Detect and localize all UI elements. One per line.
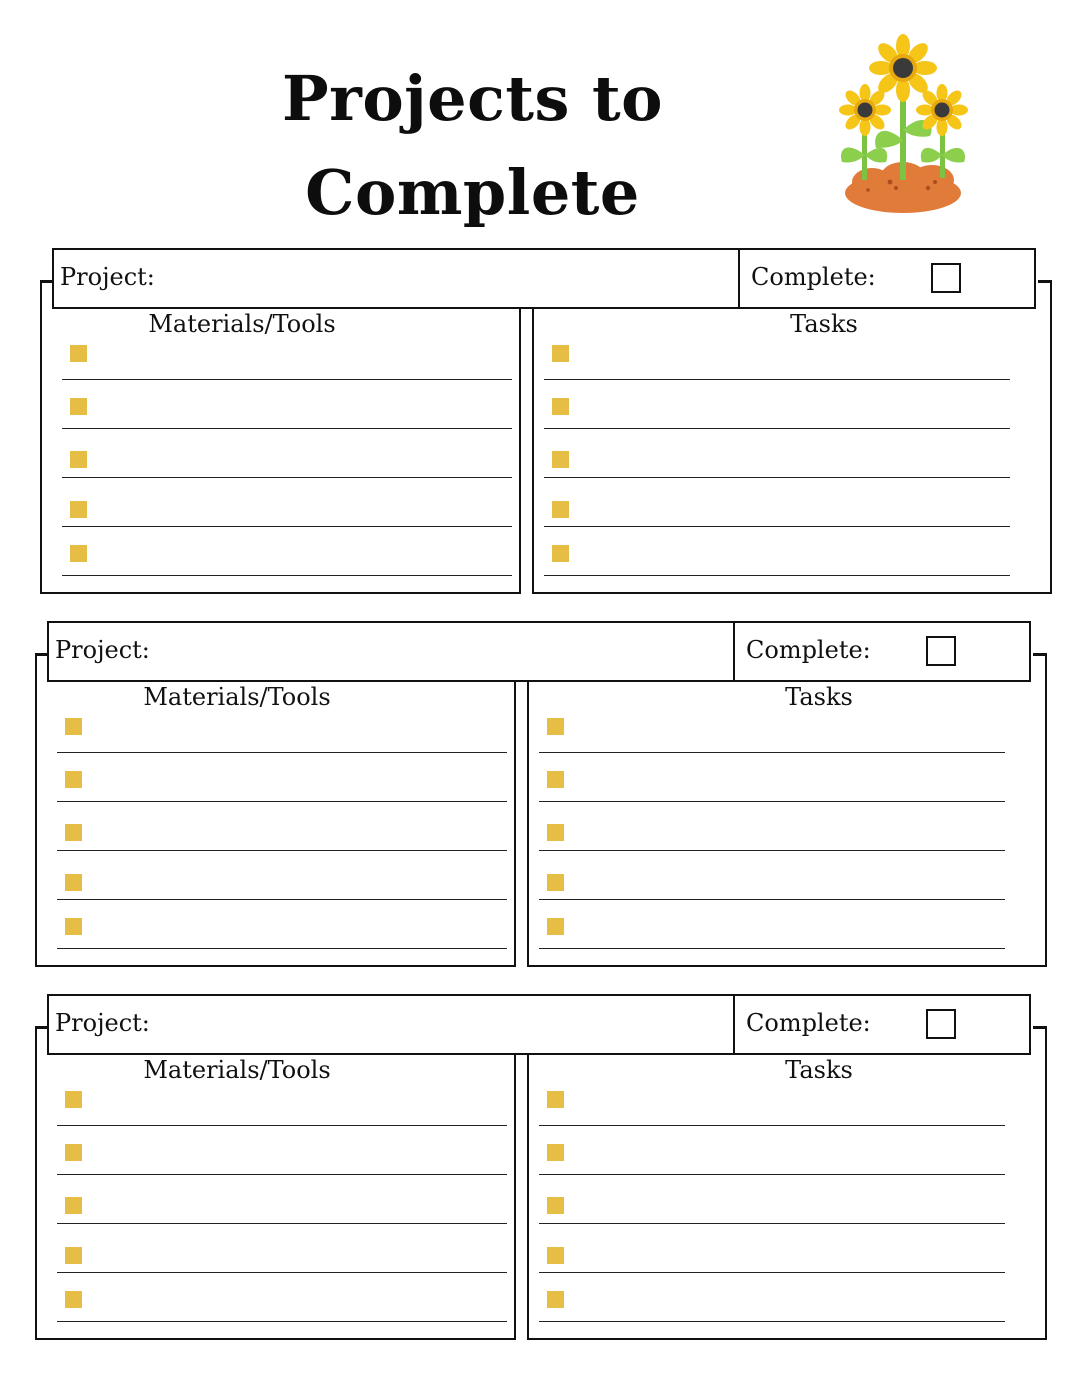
- writing-line[interactable]: [62, 428, 512, 448]
- writing-line[interactable]: [539, 1321, 1005, 1341]
- writing-line[interactable]: [57, 1223, 507, 1243]
- underline-divider: [62, 428, 512, 429]
- underline-divider: [539, 899, 1005, 900]
- materials-title: Materials/Tools: [143, 683, 331, 711]
- materials-row[interactable]: [57, 1291, 507, 1311]
- checkbox-bullet-icon[interactable]: [65, 874, 82, 891]
- project-section-2: [35, 621, 1047, 971]
- writing-line[interactable]: [62, 477, 512, 497]
- header-divider: [733, 623, 735, 680]
- complete-label: Complete:: [751, 263, 876, 291]
- task-row[interactable]: [539, 1247, 1005, 1267]
- writing-line[interactable]: [539, 1125, 1005, 1145]
- materials-row[interactable]: [57, 771, 507, 791]
- materials-panel: [35, 1026, 516, 1340]
- project-label: Project:: [55, 1009, 150, 1037]
- writing-line[interactable]: [544, 477, 1010, 497]
- checkbox-bullet-icon[interactable]: [552, 451, 569, 468]
- project-label: Project:: [55, 636, 150, 664]
- writing-line[interactable]: [57, 1272, 507, 1292]
- writing-line[interactable]: [539, 1272, 1005, 1292]
- checkbox-bullet-icon[interactable]: [547, 1197, 564, 1214]
- checkbox-bullet-icon[interactable]: [547, 1144, 564, 1161]
- writing-line[interactable]: [544, 428, 1010, 448]
- task-row[interactable]: [539, 1197, 1005, 1217]
- complete-checkbox[interactable]: [926, 636, 956, 666]
- underline-divider: [539, 1272, 1005, 1273]
- checkbox-bullet-icon[interactable]: [65, 1144, 82, 1161]
- project-header: [47, 621, 1031, 682]
- materials-row[interactable]: [62, 345, 512, 365]
- materials-row[interactable]: [62, 501, 512, 521]
- writing-line[interactable]: [57, 752, 507, 772]
- tasks-title: Tasks: [785, 683, 853, 711]
- task-row[interactable]: [539, 874, 1005, 894]
- underline-divider: [57, 1125, 507, 1126]
- writing-line[interactable]: [57, 850, 507, 870]
- complete-label: Complete:: [746, 1009, 871, 1037]
- writing-line[interactable]: [539, 899, 1005, 919]
- materials-title: Materials/Tools: [148, 310, 336, 338]
- materials-row[interactable]: [62, 545, 512, 565]
- checkbox-bullet-icon[interactable]: [70, 398, 87, 415]
- checkbox-bullet-icon[interactable]: [70, 545, 87, 562]
- underline-divider: [62, 575, 512, 576]
- checkbox-bullet-icon[interactable]: [65, 1197, 82, 1214]
- task-row[interactable]: [539, 771, 1005, 791]
- checkbox-bullet-icon[interactable]: [552, 545, 569, 562]
- underline-divider: [539, 801, 1005, 802]
- task-row[interactable]: [544, 451, 1010, 471]
- complete-checkbox[interactable]: [931, 263, 961, 293]
- checkbox-bullet-icon[interactable]: [552, 398, 569, 415]
- checkbox-bullet-icon[interactable]: [547, 1247, 564, 1264]
- complete-label: Complete:: [746, 636, 871, 664]
- task-row[interactable]: [539, 1144, 1005, 1164]
- underline-divider: [544, 526, 1010, 527]
- materials-row[interactable]: [57, 1144, 507, 1164]
- writing-line[interactable]: [539, 752, 1005, 772]
- task-row[interactable]: [539, 1091, 1005, 1111]
- checkbox-bullet-icon[interactable]: [65, 1247, 82, 1264]
- project-header: [47, 994, 1031, 1055]
- writing-line[interactable]: [539, 850, 1005, 870]
- writing-line[interactable]: [57, 1321, 507, 1341]
- checkbox-bullet-icon[interactable]: [70, 451, 87, 468]
- checkbox-bullet-icon[interactable]: [65, 1091, 82, 1108]
- underline-divider: [57, 1174, 507, 1175]
- materials-row[interactable]: [57, 918, 507, 938]
- writing-line[interactable]: [57, 801, 507, 821]
- underline-divider: [544, 379, 1010, 380]
- underline-divider: [539, 1223, 1005, 1224]
- tasks-panel: [527, 1026, 1047, 1340]
- underline-divider: [57, 1321, 507, 1322]
- underline-divider: [544, 477, 1010, 478]
- tasks-panel: [532, 280, 1052, 594]
- underline-divider: [57, 752, 507, 753]
- materials-panel: [35, 653, 516, 967]
- sunflowers-icon: [832, 30, 974, 220]
- checkbox-bullet-icon[interactable]: [547, 874, 564, 891]
- writing-line[interactable]: [57, 1174, 507, 1194]
- project-section-1: [40, 248, 1052, 598]
- page-title: [200, 52, 745, 240]
- underline-divider: [57, 801, 507, 802]
- materials-panel: [40, 280, 521, 594]
- task-row[interactable]: [544, 398, 1010, 418]
- writing-line[interactable]: [544, 379, 1010, 399]
- underline-divider: [57, 1223, 507, 1224]
- checkbox-bullet-icon[interactable]: [65, 771, 82, 788]
- writing-line[interactable]: [539, 948, 1005, 968]
- checkbox-bullet-icon[interactable]: [65, 824, 82, 841]
- checkbox-bullet-icon[interactable]: [70, 501, 87, 518]
- task-row[interactable]: [539, 918, 1005, 938]
- underline-divider: [57, 948, 507, 949]
- writing-line[interactable]: [57, 899, 507, 919]
- materials-row[interactable]: [57, 874, 507, 894]
- materials-title: Materials/Tools: [143, 1056, 331, 1084]
- checkbox-bullet-icon[interactable]: [547, 918, 564, 935]
- underline-divider: [544, 428, 1010, 429]
- task-row[interactable]: [544, 545, 1010, 565]
- project-section-3: [35, 994, 1047, 1344]
- task-row[interactable]: [544, 501, 1010, 521]
- title-line-2: Complete: [305, 156, 640, 229]
- task-row[interactable]: [544, 345, 1010, 365]
- materials-row[interactable]: [57, 718, 507, 738]
- writing-line[interactable]: [57, 948, 507, 968]
- underline-divider: [62, 526, 512, 527]
- underline-divider: [57, 850, 507, 851]
- project-header: [52, 248, 1036, 309]
- checkbox-bullet-icon[interactable]: [65, 1291, 82, 1308]
- writing-line[interactable]: [62, 526, 512, 546]
- writing-line[interactable]: [57, 1125, 507, 1145]
- checkbox-bullet-icon[interactable]: [547, 771, 564, 788]
- checkbox-bullet-icon[interactable]: [552, 345, 569, 362]
- underline-divider: [539, 752, 1005, 753]
- underline-divider: [539, 948, 1005, 949]
- underline-divider: [57, 1272, 507, 1273]
- title-line-1: Projects to: [282, 62, 663, 135]
- underline-divider: [539, 1125, 1005, 1126]
- checkbox-bullet-icon[interactable]: [547, 1091, 564, 1108]
- task-row[interactable]: [539, 718, 1005, 738]
- header-divider: [738, 250, 740, 307]
- underline-divider: [62, 379, 512, 380]
- materials-row[interactable]: [57, 824, 507, 844]
- checkbox-bullet-icon[interactable]: [70, 345, 87, 362]
- writing-line[interactable]: [544, 526, 1010, 546]
- writing-line[interactable]: [539, 1223, 1005, 1243]
- materials-row[interactable]: [57, 1197, 507, 1217]
- checkbox-bullet-icon[interactable]: [547, 718, 564, 735]
- underline-divider: [62, 477, 512, 478]
- writing-line[interactable]: [539, 801, 1005, 821]
- materials-row[interactable]: [62, 451, 512, 471]
- checkbox-bullet-icon[interactable]: [547, 1291, 564, 1308]
- project-label: Project:: [60, 263, 155, 291]
- writing-line[interactable]: [62, 379, 512, 399]
- writing-line[interactable]: [544, 575, 1010, 595]
- materials-row[interactable]: [62, 398, 512, 418]
- materials-row[interactable]: [57, 1247, 507, 1267]
- materials-row[interactable]: [57, 1091, 507, 1111]
- underline-divider: [539, 1174, 1005, 1175]
- underline-divider: [539, 850, 1005, 851]
- header-divider: [733, 996, 735, 1053]
- underline-divider: [57, 899, 507, 900]
- checkbox-bullet-icon[interactable]: [65, 718, 82, 735]
- underline-divider: [544, 575, 1010, 576]
- writing-line[interactable]: [539, 1174, 1005, 1194]
- writing-line[interactable]: [62, 575, 512, 595]
- tasks-title: Tasks: [785, 1056, 853, 1084]
- complete-checkbox[interactable]: [926, 1009, 956, 1039]
- task-row[interactable]: [539, 824, 1005, 844]
- task-row[interactable]: [539, 1291, 1005, 1311]
- checkbox-bullet-icon[interactable]: [547, 824, 564, 841]
- tasks-panel: [527, 653, 1047, 967]
- tasks-title: Tasks: [790, 310, 858, 338]
- underline-divider: [539, 1321, 1005, 1322]
- checkbox-bullet-icon[interactable]: [552, 501, 569, 518]
- checkbox-bullet-icon[interactable]: [65, 918, 82, 935]
